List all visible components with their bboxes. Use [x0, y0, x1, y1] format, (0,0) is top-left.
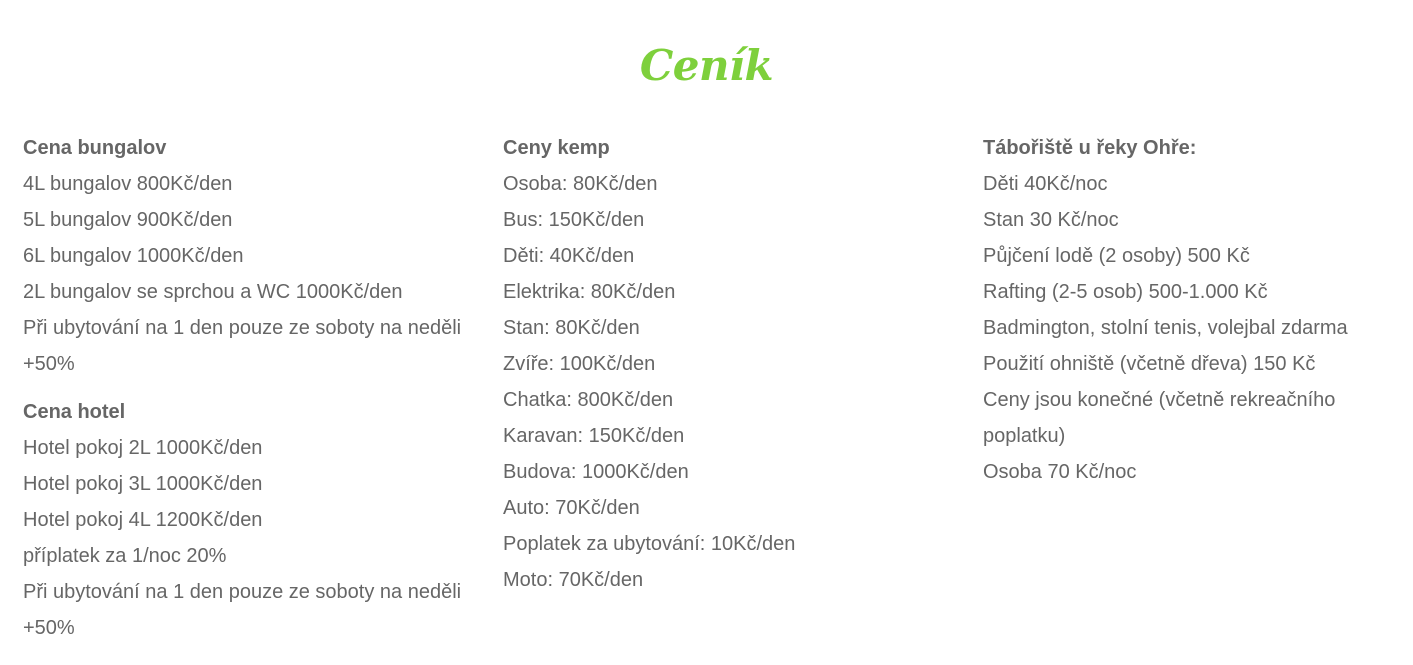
- price-note: Ceny jsou konečné (včetně rekreačního poplatku): [983, 389, 1336, 447]
- price-line: Osoba: 80Kč/den: [503, 173, 658, 195]
- price-line: Auto: 70Kč/den: [503, 497, 640, 519]
- column-kemp: [503, 130, 943, 598]
- price-line: Budova: 1000Kč/den: [503, 461, 689, 483]
- price-line: Zvíře: 100Kč/den: [503, 353, 656, 375]
- price-line: Děti 40Kč/noc: [983, 173, 1108, 195]
- price-note: Při ubytování na 1 den pouze ze soboty na neděli +50%: [23, 581, 462, 639]
- price-line: 6L bungalov 1000Kč/den: [23, 245, 244, 267]
- price-line: Hotel pokoj 3L 1000Kč/den: [23, 473, 263, 495]
- price-line: Hotel pokoj 2L 1000Kč/den: [23, 437, 263, 459]
- price-line: Použití ohniště (včetně dřeva) 150 Kč: [983, 353, 1316, 375]
- price-line: 4L bungalov 800Kč/den: [23, 173, 233, 195]
- price-note: Při ubytování na 1 den pouze ze soboty na neděli +50%: [23, 317, 462, 375]
- price-line: Elektrika: 80Kč/den: [503, 281, 676, 303]
- price-line: Chatka: 800Kč/den: [503, 389, 674, 411]
- price-line: Badmington, stolní tenis, volejbal zdarma: [983, 317, 1348, 339]
- price-line: Hotel pokoj 4L 1200Kč/den: [23, 509, 263, 531]
- column-taboriste: [983, 130, 1403, 490]
- heading-hotel: Cena hotel: [23, 401, 126, 423]
- price-line: Rafting (2-5 osob) 500-1.000 Kč: [983, 281, 1268, 303]
- heading-kemp: Ceny kemp: [503, 137, 610, 159]
- price-line: příplatek za 1/noc 20%: [23, 545, 227, 567]
- price-line: Moto: 70Kč/den: [503, 569, 644, 591]
- page-title: Ceník: [639, 41, 774, 90]
- price-line: Bus: 150Kč/den: [503, 209, 645, 231]
- heading-bungalov: Cena bungalov: [23, 137, 167, 159]
- price-line: Stan: 80Kč/den: [503, 317, 640, 339]
- price-line: 5L bungalov 900Kč/den: [23, 209, 233, 231]
- price-line: Karavan: 150Kč/den: [503, 425, 685, 447]
- price-line: Osoba 70 Kč/noc: [983, 461, 1137, 483]
- heading-taboriste: Tábořiště u řeky Ohře:: [983, 137, 1197, 159]
- price-line: Poplatek za ubytování: 10Kč/den: [503, 533, 796, 555]
- column-bungalov-hotel: [23, 130, 463, 646]
- price-line: Stan 30 Kč/noc: [983, 209, 1119, 231]
- price-line: Děti: 40Kč/den: [503, 245, 635, 267]
- price-line: Půjčení lodě (2 osoby) 500 Kč: [983, 245, 1250, 267]
- price-line: 2L bungalov se sprchou a WC 1000Kč/den: [23, 281, 403, 303]
